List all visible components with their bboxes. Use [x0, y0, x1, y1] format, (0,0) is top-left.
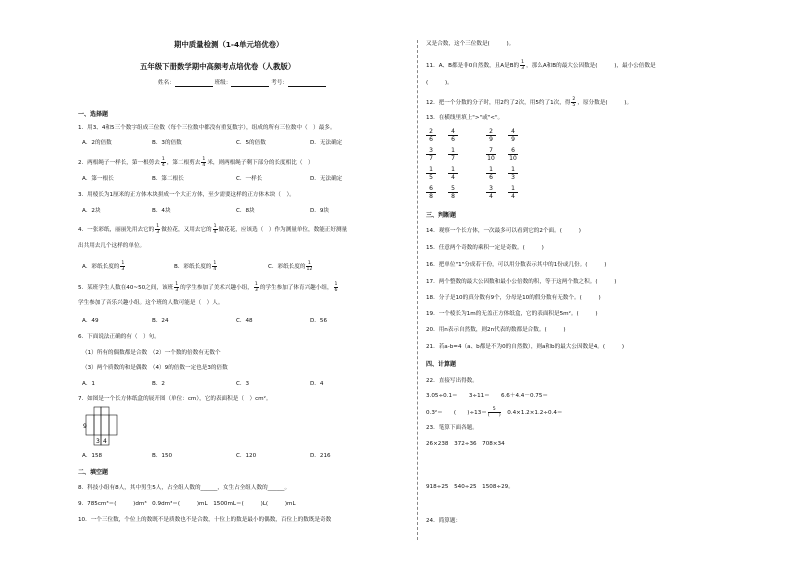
- box-net-figure: [82, 405, 122, 447]
- comparison-fraction: 1 6: [486, 166, 496, 181]
- fraction: $\frac{2}{5}$: [572, 97, 576, 108]
- class-field[interactable]: [231, 80, 269, 87]
- q1-option-d: D．无法确定: [310, 140, 343, 146]
- section-heading: 一、选择题: [78, 111, 109, 118]
- comparison-blank[interactable]: [437, 190, 447, 196]
- question-4: 4．一张彩纸，丽丽先用去它的 $\frac{1}{3}$ 做拉花，又用去它的 $\frac{1}{4}$ 做花花，应该选（ ）作为测量单位，数能正好测量: [78, 224, 348, 235]
- comparison-fraction: 1 5: [426, 166, 436, 181]
- q4-option-c: C．彩纸长度的 $\frac{1}{12}$: [268, 261, 313, 272]
- fraction: $\frac{1}{4}$: [213, 261, 217, 272]
- comparison-fraction: 3 7: [426, 147, 436, 162]
- comparison-blank[interactable]: [437, 171, 447, 177]
- question-7: 7．如图是一个长方体纸盒的展开图（单位：cm），它的表面积是（ ）cm²。: [78, 396, 272, 402]
- section-heading: 二、填空题: [78, 469, 109, 476]
- class-label: 班级：: [214, 80, 232, 86]
- comparison-fraction: 2 6: [426, 128, 436, 143]
- question-2: 2．两根绳子一样长，第一根剪去 $\frac{1}{4}$ ，第二根剪去 $\frac{1}{4}$ 米，则两根绳子剩下部分的长度相比（ ）: [78, 157, 314, 168]
- q5-option-c: C．48: [236, 318, 253, 324]
- question-24: 24．简算题：: [426, 518, 462, 524]
- student-info: [158, 80, 326, 87]
- q6-option-c: C．3: [236, 381, 250, 387]
- q7-option-b: B．150: [152, 453, 173, 459]
- q2-option-d: D．无法确定: [310, 176, 343, 182]
- dimension-label: 9: [83, 423, 87, 430]
- comparison-fraction: 7 10: [487, 147, 495, 162]
- question-9: 9．785cm³＝( )dm³ 0.9dm³＝( )mL 1500mL＝( )L( )mL: [78, 501, 296, 507]
- section-heading: 三、判断题: [426, 212, 457, 219]
- q6-statement: （1）所有的偶数都是合数 （2）一个数的倍数有无数个: [82, 350, 221, 356]
- q7-option-c: C．120: [236, 453, 257, 459]
- q3-option-a: A．2块: [82, 208, 101, 214]
- comparison-blank[interactable]: [437, 152, 447, 158]
- left-column: [78, 0, 408, 562]
- comparison-fraction: 1 4: [448, 166, 458, 181]
- judge-item: 19．一个棱长为1m的无盖正方体纸盒，它的表面积是5m²。( ): [426, 311, 598, 317]
- q4-option-a: A．彩纸长度的 $\frac{1}{3}$: [82, 261, 125, 272]
- fraction: $\frac{1}{3}$: [254, 282, 258, 293]
- exam-title: 期中质量检测（1-4单元培优卷）: [174, 40, 284, 49]
- comparison-fraction: 4 6: [448, 128, 458, 143]
- comparison-fraction: 2 9: [486, 128, 496, 143]
- fraction: $\frac{1}{3}$: [521, 60, 525, 71]
- q7-option-a: A．158: [82, 453, 103, 459]
- question-4-line2: 出共用去几个这样的单位。: [78, 243, 146, 249]
- q2-option-c: C．一样长: [236, 176, 263, 182]
- q1-option-a: A．2的倍数: [82, 140, 112, 146]
- judge-item: 18．分子是10的真分数有9个，分母是10的假分数有无数个。( ): [426, 295, 601, 301]
- q3-option-b: B．4块: [152, 208, 171, 214]
- judge-item: 21．若a-b=4（a、b都是不为0的自然数），则a和b的最大公因数是4。( ): [426, 344, 625, 350]
- comparison-fraction: 1 7: [448, 147, 458, 162]
- judge-item: 14．观察一个长方体，一次最多可以看到它的2个面。( ): [426, 228, 581, 234]
- q5-option-b: B．24: [152, 318, 169, 324]
- comparison-blank[interactable]: [497, 190, 507, 196]
- number-field[interactable]: [288, 80, 326, 87]
- comparison-blank[interactable]: [497, 152, 507, 158]
- q3-option-c: C．8块: [236, 208, 255, 214]
- judge-item: 20．用n表示自然数，则2n代表的数都是合数。( ): [426, 327, 566, 333]
- question-3: 3．用棱长为1厘米的正方体木块拼成一个大正方体，至少需要这样的正方体木块（ ）。: [78, 192, 295, 198]
- question-5-line2: 学生参加了音乐兴趣小组。这个班的人数可能是（ ）人。: [78, 300, 224, 306]
- q2-option-b: B．第二根长: [152, 176, 184, 182]
- fraction: $\frac{5}{( )}$: [487, 407, 501, 418]
- fraction: $\frac{1}{3}$: [121, 261, 125, 272]
- name-label: 姓名：: [158, 80, 175, 86]
- question-13: 13．在横线里填上">"或"<"。: [426, 115, 504, 121]
- comparison-blank[interactable]: [497, 133, 507, 139]
- comparison-fraction: 1 4: [508, 185, 518, 200]
- comparison-fraction: 6 10: [509, 147, 517, 162]
- comparison-fraction: 6 8: [426, 185, 436, 200]
- q5-option-a: A．49: [82, 318, 99, 324]
- fraction: $\frac{1}{4}$: [161, 157, 165, 168]
- q6-option-d: D．4: [310, 381, 324, 387]
- q6-statement: （3）两个质数的和是偶数 （4）9的倍数一定也是3的倍数: [82, 365, 228, 371]
- fraction: $\frac{1}{4}$: [202, 157, 206, 168]
- question-22: 22．直接写出得数。: [426, 378, 478, 384]
- judge-item: 16．把单位"1"分成若干份，可以用分数表示其中的1份或几份。( ): [426, 262, 607, 268]
- q6-option-a: A．1: [82, 381, 95, 387]
- q1-option-c: C．5的倍数: [236, 140, 266, 146]
- dimension-label: 3: [96, 438, 100, 445]
- judge-item: 17．两个整数的最大公因数和最小公倍数的积，等于这两个数之积。( ): [426, 279, 617, 285]
- right-column: [426, 0, 761, 562]
- comparison-fraction: 3 4: [486, 185, 496, 200]
- calc-row: 0.3²＝ ( )÷13＝ $\frac{5}{( )}$ 0.4×1.2×1.2÷0.4＝: [426, 407, 563, 418]
- comparison-fraction: 1 3: [508, 166, 518, 181]
- comparison-blank[interactable]: [437, 133, 447, 139]
- question-10: 10．一个三位数，个位上的数既不是质数也不是合数，十位上的数是最小的偶数，百位上的数既是奇数: [78, 517, 332, 523]
- question-11: 11．A、B都是非0自然数，且A是B的 $\frac{1}{3}$ ，那么A和B的最大公因数是( )，最小公倍数是: [426, 60, 656, 71]
- question-6: 6．下面说法正确的有（ ）句。: [78, 334, 160, 340]
- calc-row: 3.05÷0.1＝ 3÷11＝ 6.6＋4.4－0.75＝: [426, 393, 548, 399]
- question-8: 8．科技小组有8人，其中男生5人，占全组人数的______，女生占全组人数的______。: [78, 485, 291, 491]
- number-label: 考号：: [271, 80, 288, 86]
- fraction: $\frac{1}{12}$: [306, 261, 313, 272]
- column-divider: [417, 40, 418, 540]
- fraction: $\frac{1}{4}$: [213, 224, 217, 235]
- question-11-cont: ( )。: [426, 80, 453, 86]
- q5-option-d: D．56: [310, 318, 328, 324]
- name-field[interactable]: [175, 80, 213, 87]
- q4-option-b: B．彩纸长度的 $\frac{1}{4}$: [174, 261, 217, 272]
- q7-option-d: D．216: [310, 453, 331, 459]
- section-heading: 四、计算题: [426, 361, 457, 368]
- question-1: 1．用3、4和5三个数字组成三位数（每个三位数中都没有重复数字），组成的所有三位数中（ ）最多。: [78, 125, 336, 131]
- judge-item: 15．任意两个奇数的乘积一定是奇数。( ): [426, 245, 544, 251]
- question-5: 5．某班学生人数在40~50之间，该班 $\frac{1}{3}$ 的学生参加了美术兴趣小组， $\frac{1}{3}$ 的学生参加了体育兴趣小组， $\frac{1}{6}$: [78, 282, 338, 293]
- fraction: $\frac{1}{6}$: [334, 282, 338, 293]
- question-23: 23．笔算下面各题。: [426, 425, 478, 431]
- q1-option-b: B．3的倍数: [152, 140, 182, 146]
- fraction: $\frac{1}{3}$: [156, 224, 160, 235]
- q6-option-b: B．2: [152, 381, 165, 387]
- dimension-label: 4: [103, 438, 107, 445]
- comparison-fraction: 4 9: [508, 128, 518, 143]
- calc-row: 26×238 372÷36 708×34: [426, 441, 505, 447]
- fraction: $\frac{1}{3}$: [175, 282, 179, 293]
- q3-option-d: D．9块: [310, 208, 330, 214]
- comparison-blank[interactable]: [497, 171, 507, 177]
- comparison-fraction: 5 8: [448, 185, 458, 200]
- calc-row: 918÷25 540÷25 1508÷29。: [426, 484, 514, 490]
- question-10-cont: 又是合数，这个三位数是( )。: [426, 41, 515, 47]
- exam-subtitle: 五年级下册数学期中高频考点培优卷（人教版）: [140, 62, 296, 71]
- q2-option-a: A．第一根长: [82, 176, 114, 182]
- question-12: 12．把一个分数的分子时，用2约了2次，用5约了1次，得 $\frac{2}{5}$ ，原分数是( )。: [426, 97, 633, 108]
